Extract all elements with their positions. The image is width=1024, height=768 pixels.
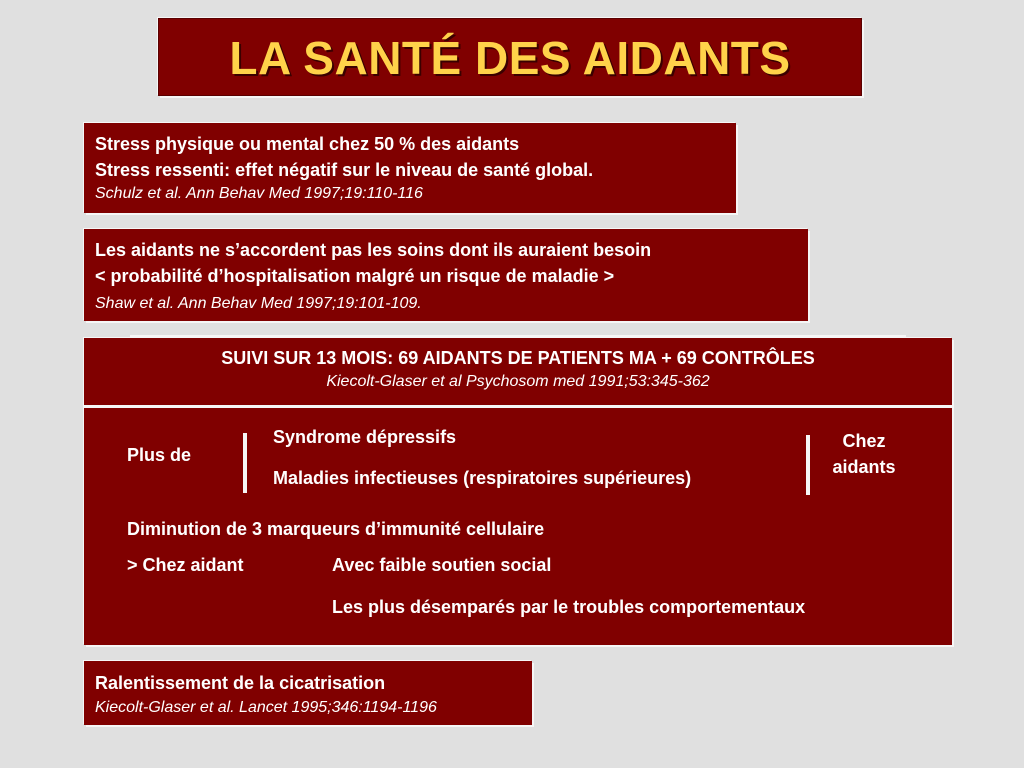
stress-reference: Schulz et al. Ann Behav Med 1997;19:110-116 (95, 185, 423, 202)
suivi-reference: Kiecolt-Glaser et al Psychosom med 1991;53:345-362 (326, 373, 710, 390)
suivi-header (84, 338, 952, 406)
faible-soutien-item: Avec faible soutien social (332, 555, 552, 575)
stress-line-2: Stress ressenti: effet négatif sur le niveau de santé global. (95, 160, 594, 180)
suivi-box (84, 338, 952, 645)
cicatrisation-line: Ralentissement de la cicatrisation (95, 673, 386, 693)
chez-aidants-label (824, 428, 904, 480)
cicatrisation-box (84, 661, 532, 725)
maladies-item: Maladies infectieuses (respiratoires supérieures) (273, 468, 692, 488)
chez-label: Chez (842, 431, 886, 451)
diminution-item: Diminution de 3 marqueurs d’immunité cellulaire (127, 519, 545, 539)
aidants-label: aidants (832, 457, 896, 477)
left-bracket-bar (243, 433, 247, 493)
cicatrisation-reference: Kiecolt-Glaser et al. Lancet 1995;346:1194-1196 (95, 699, 437, 716)
soins-box (84, 229, 808, 321)
header-divider (84, 405, 952, 408)
stress-box (84, 123, 736, 213)
plus-de-label: Plus de (127, 445, 192, 465)
stress-line-1: Stress physique ou mental chez 50 % des aidants (95, 134, 520, 154)
suivi-header-title: SUIVI SUR 13 MOIS: 69 AIDANTS DE PATIENTS MA + 69 CONTRÔLES (221, 348, 815, 368)
syndrome-item: Syndrome dépressifs (273, 427, 457, 447)
page-title: LA SANTÉ DES AIDANTS (229, 32, 791, 84)
desempares-item: Les plus désemparés par le troubles comportementaux (332, 597, 806, 617)
title-box (158, 18, 862, 96)
soins-line-1: Les aidants ne s’accordent pas les soins dont ils auraient besoin (95, 240, 652, 260)
chez-aidant-label: > Chez aidant (127, 555, 244, 575)
soins-line-2: < probabilité d’hospitalisation malgré un risque de maladie > (95, 266, 615, 286)
soins-reference: Shaw et al. Ann Behav Med 1997;19:101-109. (95, 295, 422, 312)
right-bracket-bar (806, 435, 810, 495)
